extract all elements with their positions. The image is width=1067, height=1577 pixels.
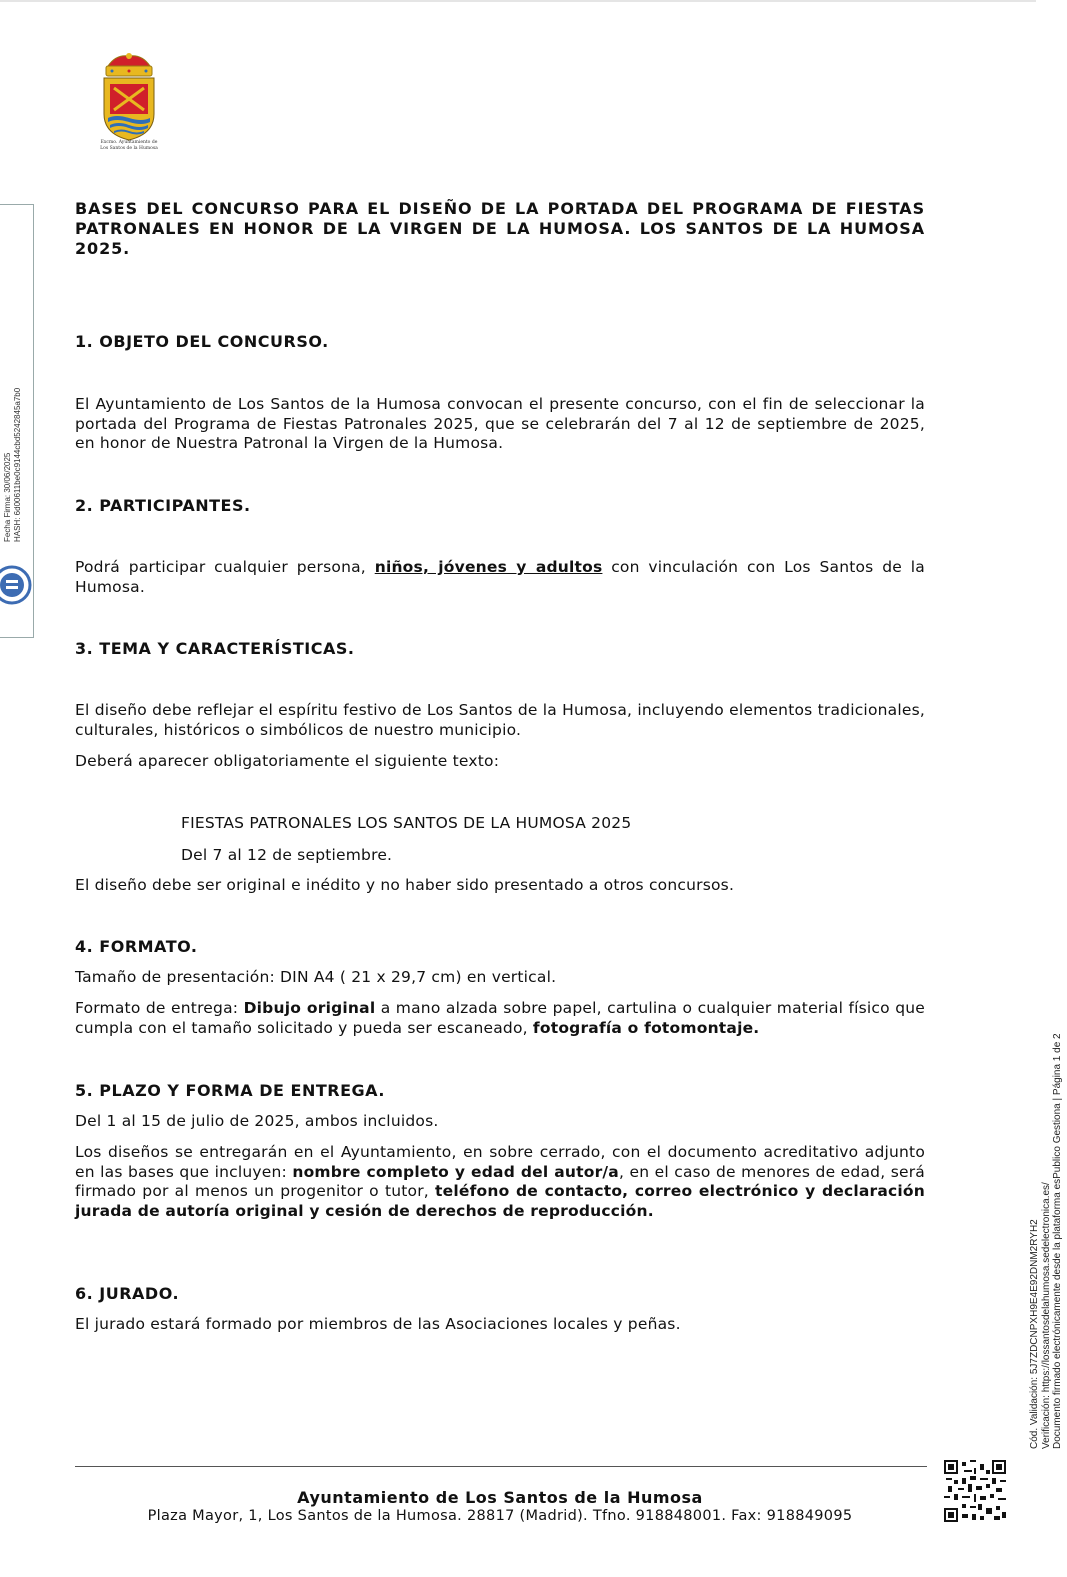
crest-caption-line1: Excmo. Ayuntamiento de [100, 140, 158, 145]
section-2-heading: 2. PARTICIPANTES. [75, 496, 251, 515]
section-4-heading: 4. FORMATO. [75, 937, 198, 956]
section-3-text-1: El diseño debe reflejar el espíritu festivo de Los Santos de la Humosa, incluyendo elementos tradicionales, culturales, históricos o simbólicos de nuestro municipio. [75, 701, 925, 739]
section-2-text-c: con vinculación con Los Santos de la Humosa. [75, 558, 925, 596]
signature-hash: HASH: 6d00611be0c9144cbd5242845a7b0 [13, 387, 22, 542]
footer-address: Plaza Mayor, 1, Los Santos de la Humosa. 28817 (Madrid). Tfno. 918848001. Fax: 918849095 [147, 1508, 853, 1524]
coat-of-arms-logo [96, 52, 162, 156]
verification-url: Verificación: https://lossantosdelahumosa.sedelectronica.es/ [1040, 1182, 1052, 1449]
section-3-quote-2: Del 7 al 12 de septiembre. [181, 846, 393, 864]
signature-margin-text [3, 312, 27, 542]
section-5-text-2 [75, 1143, 925, 1221]
validation-code: Cód. Validación: 5J7ZDCNPXH9E4E92DNM2RYH2 [1029, 1219, 1040, 1449]
section-4-text-2c: a mano alzada sobre papel, cartulina o cualquier material físico que cumpla con el tamaño solicitado y pueda ser escaneado, [75, 999, 925, 1037]
document-title: BASES DEL CONCURSO PARA EL DISEÑO DE LA PORTADA DEL PROGRAMA DE FIESTAS PATRONALES EN HONOR DE LA VIRGEN DE LA HUMOSA. LOS SANTOS DE LA HUMOSA 2025. [75, 199, 925, 258]
crest-caption-line2: Los Santos de la Humosa [100, 146, 158, 151]
verification-margin-text [1029, 989, 1067, 1449]
footer-organization-name: Ayuntamiento de Los Santos de la Humosa [297, 1488, 703, 1507]
section-4-text-1: Tamaño de presentación: DIN A4 ( 21 x 29,7 cm) en vertical. [75, 968, 557, 986]
section-4-text-2a: Formato de entrega: [75, 999, 244, 1017]
footer-divider [75, 1466, 927, 1467]
official-seal-icon [0, 565, 32, 605]
section-4-text-2 [75, 999, 925, 1038]
section-4-text-2d: fotografía o fotomontaje. [532, 1018, 760, 1037]
section-6-text: El jurado estará formado por miembros de las Asociaciones locales y peñas. [75, 1315, 681, 1333]
section-5-text-2c: , en el caso de menores de edad, será firmado por al menos un progenitor o tutor, [75, 1162, 925, 1200]
section-2-text-emphasis: niños, jóvenes y adultos [374, 558, 603, 576]
section-3-text-2: Deberá aparecer obligatoriamente el siguiente texto: [75, 752, 500, 770]
section-3-quote-1: FIESTAS PATRONALES LOS SANTOS DE LA HUMOSA 2025 [181, 814, 632, 832]
section-2-text [75, 558, 925, 597]
section-5-text-2d: teléfono de contacto, correo electrónico y declaración jurada de autoría original y cesión de derechos de reproducción. [75, 1182, 926, 1220]
section-3-heading: 3. TEMA Y CARACTERÍSTICAS. [75, 639, 355, 658]
section-5-text-1: Del 1 al 15 de julio de 2025, ambos incluidos. [75, 1112, 439, 1130]
section-1-heading: 1. OBJETO DEL CONCURSO. [75, 332, 329, 351]
section-3-text-3: El diseño debe ser original e inédito y no haber sido presentado a otros concursos. [75, 876, 735, 894]
section-2-text-a: Podrá participar cualquier persona, [75, 558, 375, 576]
signature-date: Fecha Firma: 30/06/2025 [3, 452, 12, 542]
section-1-text: El Ayuntamiento de Los Santos de la Humosa convocan el presente concurso, con el fin de seleccionar la portada del Programa de Fiestas Patronales 2025, que se celebrarán del 7 al 12 de septiembre de 2025, en honor de Nuestra Patronal la Virgen de la Humosa. [75, 395, 925, 452]
section-4-text-2b: Dibujo original [243, 999, 376, 1017]
page-top-edge [0, 0, 1036, 2]
section-5-text-2a: Los diseños se entregarán en el Ayuntamiento, en sobre cerrado, con el documento acreditativo adjunto en las bases que incluyen: [75, 1143, 925, 1181]
signed-document-note: Documento firmado electrónicamente desde la plataforma esPublico Gestiona | Página 1 de 2 [1052, 1033, 1063, 1449]
section-5-text-2b: nombre completo y edad del autor/a [292, 1162, 619, 1181]
section-6-heading: 6. JURADO. [75, 1284, 180, 1303]
section-5-heading: 5. PLAZO Y FORMA DE ENTREGA. [75, 1081, 385, 1100]
